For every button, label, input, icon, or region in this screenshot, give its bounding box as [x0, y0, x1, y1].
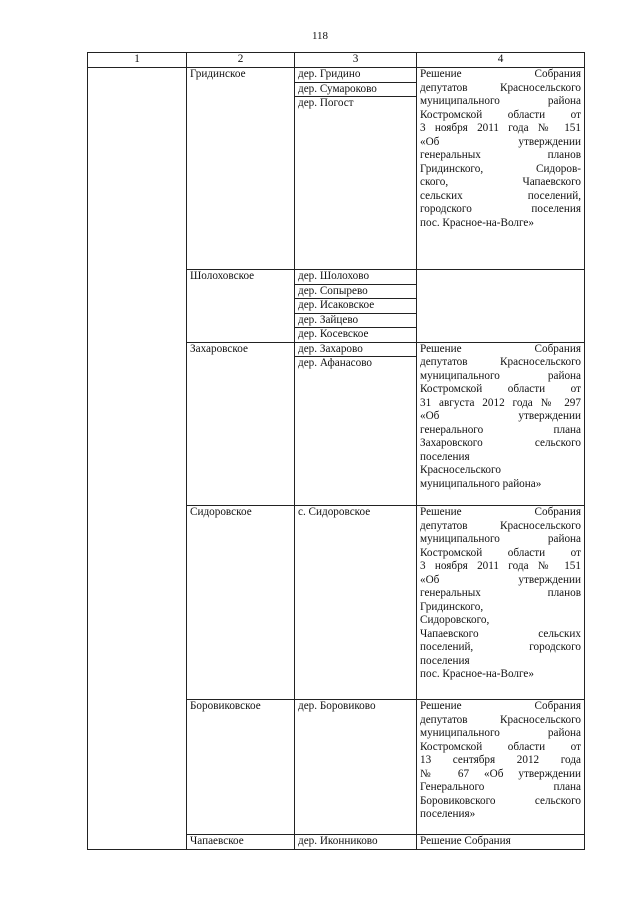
decision-line: Костромской области от [420, 740, 581, 753]
decision-line: пос. Красное-на-Волге» [420, 668, 534, 680]
table-row [88, 68, 585, 83]
decision-line: ского, Чапаевского [420, 176, 581, 188]
decision-line: пос. Красное-на-Волге» [420, 216, 534, 229]
decision-line: «Об утверждении [420, 135, 581, 148]
decision-line: депутатов Красносельского [420, 356, 581, 368]
decision-line: Костромской области от [420, 383, 581, 395]
decision-cell [417, 270, 585, 343]
decision-line: депутатов Красносельского [420, 519, 581, 532]
settlement-cell: Шолоховское [187, 270, 295, 343]
page-number: 118 [311, 30, 329, 42]
decision-line: «Об утверждении [420, 573, 581, 586]
decision-line: муниципального района» [420, 477, 542, 490]
decision-line: депутатов Красносельского [420, 81, 581, 94]
decision-line: Костромской области от [420, 108, 581, 121]
village-cell: дер. Косевское [295, 328, 417, 343]
village-cell: дер. Исаковское [295, 299, 417, 314]
village-cell: дер. Погост [295, 97, 417, 270]
decision-line: генеральных планов [420, 587, 581, 599]
village-cell: дер. Сопырево [295, 284, 417, 299]
decision-line: муниципального района [420, 95, 581, 107]
decision-line: муниципального района [420, 369, 581, 382]
village-cell: дер. Афанасово [295, 357, 417, 506]
settlement-cell: Боровиковское [187, 700, 295, 835]
decision-line: поселения [420, 450, 470, 463]
decision-line: Красносельского [420, 464, 501, 476]
settlement-cell: Гридинское [187, 68, 295, 270]
village-cell: дер. Зайцево [295, 313, 417, 328]
settlement-cell: Сидоровское [187, 506, 295, 700]
decision-line: поселения» [420, 808, 476, 820]
decision-line: сельских поселений, [420, 189, 581, 202]
decision-line: Решение Собрания [420, 342, 581, 355]
decision-line: генерального плана [420, 423, 581, 436]
settlement-cell: Чапаевское [187, 835, 295, 850]
decision-line: 31 августа 2012 года № 297 [420, 396, 581, 409]
decision-line: городского поселения [420, 203, 581, 215]
decision-line: 3 ноября 2011 года № 151 [420, 122, 581, 134]
decision-line: 3 ноября 2011 года № 151 [420, 560, 581, 572]
decision-line: Гридинского, Сидоров- [420, 162, 581, 175]
decision-line: поселения [420, 654, 470, 667]
settlement-cell: Захаровское [187, 342, 295, 506]
number-cell [88, 68, 187, 850]
decision-cell [417, 342, 585, 506]
village-cell: с. Сидоровское [295, 506, 417, 700]
settlements-table [87, 52, 585, 850]
decision-line: Боровиковского сельского [420, 794, 581, 807]
decision-line: депутатов Красносельского [420, 713, 581, 726]
decision-line: генеральных планов [420, 149, 581, 161]
header-cell-2: 2 [187, 53, 295, 68]
decision-line: Генерального плана [420, 781, 581, 793]
decision-line: муниципального района [420, 533, 581, 545]
header-cell-3: 3 [295, 53, 417, 68]
village-cell: дер. Шолохово [295, 270, 417, 285]
decision-cell [417, 506, 585, 700]
decision-line: Решение Собрания [420, 68, 581, 80]
decision-line: 13 сентября 2012 года [420, 754, 581, 766]
decision-line: Решение Собрания [420, 700, 581, 712]
village-cell: дер. Захарово [295, 342, 417, 357]
decision-line: Захаровского сельского [420, 437, 581, 449]
header-cell-4: 4 [417, 53, 585, 68]
decision-line: № 67 «Об утверждении [420, 767, 581, 780]
decision-cell [417, 68, 585, 270]
decision-line: Костромской области от [420, 546, 581, 559]
village-cell: дер. Иконниково [295, 835, 417, 850]
table-header-row [88, 53, 585, 68]
header-cell-1: 1 [88, 53, 187, 68]
decision-line: Гридинского, [420, 600, 484, 613]
village-cell: дер. Боровиково [295, 700, 417, 835]
decision-line: Решение Собрания [420, 835, 511, 847]
decision-line: поселений, городского [420, 641, 581, 653]
decision-line: муниципального района [420, 727, 581, 739]
decision-line: Чапаевского сельских [420, 627, 581, 640]
decision-cell [417, 700, 585, 835]
decision-cell [417, 835, 585, 850]
village-cell: дер. Гридино [295, 68, 417, 83]
decision-line: Решение Собрания [420, 506, 581, 518]
decision-line: Сидоровского, [420, 614, 490, 626]
decision-line: «Об утверждении [420, 410, 581, 422]
village-cell: дер. Сумароково [295, 82, 417, 97]
